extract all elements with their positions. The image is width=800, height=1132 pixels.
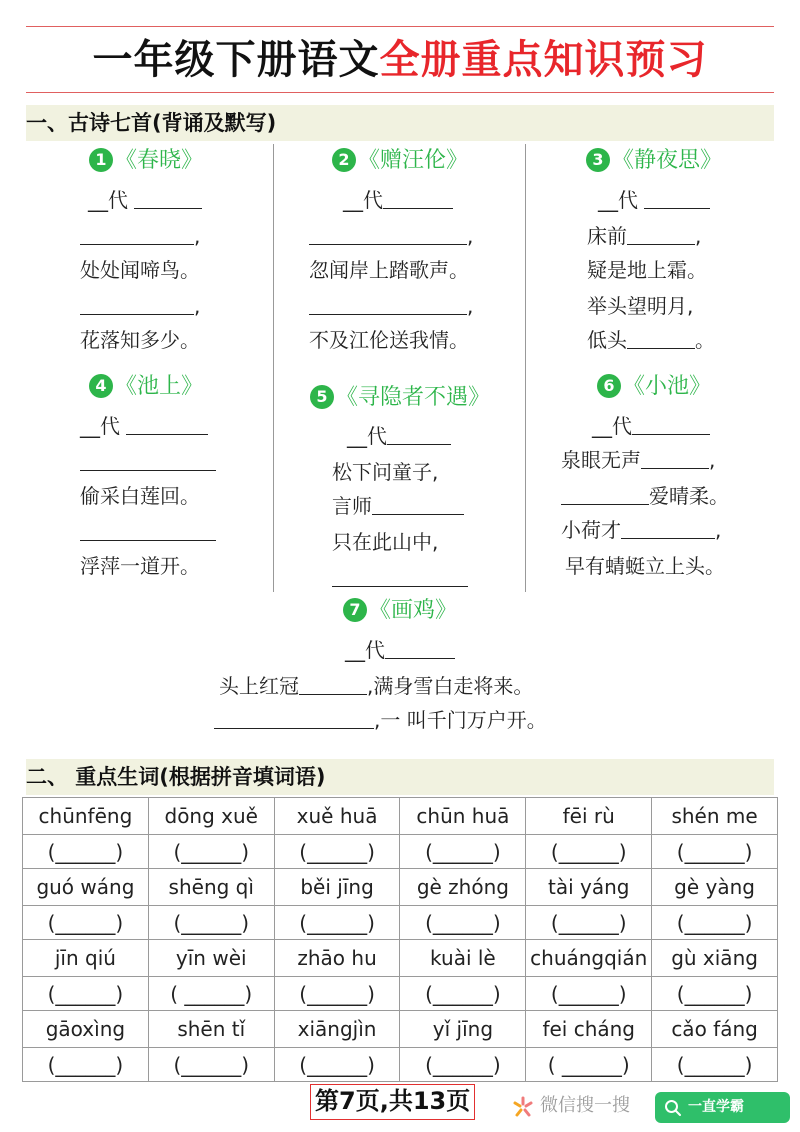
- poem-line: __代: [343, 186, 453, 214]
- poem-line: __代: [592, 412, 710, 440]
- table-row: [23, 798, 778, 835]
- table-row: [23, 835, 778, 869]
- answer-cell[interactable]: (______): [652, 835, 778, 869]
- answer-cell[interactable]: ( ______): [526, 1048, 652, 1082]
- poem-line: 忽闻岸上踏歌声。: [309, 258, 469, 282]
- answer-cell[interactable]: (______): [274, 1048, 400, 1082]
- answer-blank: [627, 225, 695, 245]
- answer-blank: [299, 675, 367, 695]
- poem-line: 举头望明月,: [587, 294, 694, 318]
- table-row: [23, 940, 778, 977]
- poem-line: ,: [80, 222, 200, 250]
- answer-cell[interactable]: (______): [400, 906, 526, 940]
- answer-cell[interactable]: (______): [652, 906, 778, 940]
- poem-line: [80, 448, 216, 476]
- bottom-rule: [26, 92, 774, 93]
- answer-cell[interactable]: (______): [400, 835, 526, 869]
- pinyin-cell: chuángqián: [526, 940, 652, 977]
- answer-cell[interactable]: (______): [400, 977, 526, 1011]
- answer-blank: [80, 521, 216, 541]
- table-row: [23, 1048, 778, 1082]
- table-row: [23, 1011, 778, 1048]
- answer-cell[interactable]: (______): [526, 835, 652, 869]
- answer-blank: [644, 189, 710, 209]
- column-divider: [273, 144, 274, 592]
- poem-title-5: 5 《寻隐者不遇》: [282, 383, 518, 413]
- pinyin-cell: běi jīng: [274, 869, 400, 906]
- answer-cell[interactable]: (______): [526, 977, 652, 1011]
- pinyin-cell: chūnfēng: [23, 798, 149, 835]
- section-heading-poems: 一、古诗七首(背诵及默写): [26, 105, 774, 141]
- pinyin-cell: gù xiāng: [652, 940, 778, 977]
- answer-blank: [561, 485, 649, 505]
- table-row: [23, 869, 778, 906]
- poem-line: ,一 叫千门万户开。: [214, 706, 547, 734]
- answer-blank: [134, 189, 202, 209]
- answer-blank: [126, 415, 208, 435]
- poem-line: __代: [347, 422, 451, 450]
- title-red: 全册重点知识预习: [379, 37, 708, 83]
- poem-line: 处处闻啼鸟。: [80, 258, 200, 282]
- answer-blank: [80, 295, 194, 315]
- answer-cell[interactable]: (______): [148, 906, 274, 940]
- poem-line: 只在此山中,: [332, 530, 439, 554]
- poem-line: 小荷才 ,: [561, 518, 722, 542]
- poem-line: ,: [309, 222, 473, 250]
- poem-line: 不及江伦送我情。: [309, 328, 469, 352]
- poem-title-3: 3 《静夜思》: [534, 146, 774, 176]
- answer-blank: [621, 519, 715, 539]
- pinyin-cell: shén me: [652, 798, 778, 835]
- pinyin-cell: shēng qì: [148, 869, 274, 906]
- poem-title-1: 1 《春晓》: [26, 146, 266, 176]
- number-badge-icon: 1: [89, 148, 113, 172]
- poem-line: __代: [80, 412, 208, 440]
- pinyin-cell: yǐ jīng: [400, 1011, 526, 1048]
- wechat-search-label: 微信搜一搜: [540, 1095, 630, 1116]
- answer-cell[interactable]: (______): [23, 1048, 149, 1082]
- vocabulary-table: [22, 797, 778, 1082]
- answer-cell[interactable]: (______): [400, 1048, 526, 1082]
- poem-title-6: 6 《小池》: [534, 372, 774, 402]
- answer-blank: [627, 329, 695, 349]
- answer-cell[interactable]: (______): [23, 835, 149, 869]
- poem-line: 早有蜻蜓立上头。: [565, 554, 725, 578]
- answer-cell[interactable]: ( ______): [148, 977, 274, 1011]
- poem-line: [80, 518, 216, 546]
- pinyin-cell: fēi rù: [526, 798, 652, 835]
- answer-cell[interactable]: (______): [274, 906, 400, 940]
- answer-blank: [372, 495, 464, 515]
- number-badge-icon: 5: [310, 385, 334, 409]
- search-pill-label: 一直学霸: [688, 1099, 744, 1115]
- poem-line: __代: [345, 636, 455, 664]
- answer-cell[interactable]: (______): [652, 1048, 778, 1082]
- answer-cell[interactable]: (______): [274, 835, 400, 869]
- answer-blank: [641, 449, 709, 469]
- answer-blank: [387, 425, 451, 445]
- poem-line: 低头 。: [587, 328, 715, 352]
- poem-line: 床前 ,: [587, 224, 702, 248]
- pinyin-cell: shēn tǐ: [148, 1011, 274, 1048]
- search-icon: [664, 1099, 682, 1117]
- answer-blank: [80, 225, 194, 245]
- table-row: [23, 977, 778, 1011]
- poem-title-4: 4 《池上》: [26, 372, 266, 402]
- pinyin-cell: yīn wèi: [148, 940, 274, 977]
- poem-line: 爱晴柔。: [561, 482, 729, 510]
- poem-line: ,: [309, 292, 473, 320]
- poem-line: 泉眼无声 ,: [561, 448, 716, 472]
- answer-cell[interactable]: (______): [148, 835, 274, 869]
- pinyin-cell: kuài lè: [400, 940, 526, 977]
- pinyin-cell: xuě huā: [274, 798, 400, 835]
- poem-line: 花落知多少。: [80, 328, 200, 352]
- page-number: 第7页,共13页: [310, 1084, 475, 1120]
- poem-line: 浮萍一道开。: [80, 554, 200, 578]
- answer-blank: [383, 189, 453, 209]
- answer-blank: [80, 451, 216, 471]
- answer-cell[interactable]: (______): [652, 977, 778, 1011]
- poem-line: 言师: [332, 492, 464, 520]
- answer-blank: [632, 415, 710, 435]
- wechat-search-icon: [511, 1095, 535, 1119]
- number-badge-icon: 3: [586, 148, 610, 172]
- pinyin-cell: jīn qiú: [23, 940, 149, 977]
- pinyin-cell: tài yáng: [526, 869, 652, 906]
- pinyin-cell: cǎo fáng: [652, 1011, 778, 1048]
- pinyin-cell: gè yàng: [652, 869, 778, 906]
- pinyin-cell: zhāo hu: [274, 940, 400, 977]
- answer-blank: [332, 567, 468, 587]
- answer-blank: [309, 225, 467, 245]
- poem-line: 疑是地上霜。: [587, 258, 707, 282]
- search-pill-button[interactable]: [655, 1092, 790, 1123]
- section-heading-words: 二、 重点生词(根据拼音填词语): [26, 759, 774, 795]
- number-badge-icon: 4: [89, 374, 113, 398]
- number-badge-icon: 2: [332, 148, 356, 172]
- answer-blank: [385, 639, 455, 659]
- page-title: [0, 34, 800, 86]
- number-badge-icon: 6: [597, 374, 621, 398]
- pinyin-cell: dōng xuě: [148, 798, 274, 835]
- column-divider: [525, 144, 526, 592]
- poem-line: __代: [88, 186, 202, 214]
- pinyin-cell: gāoxìng: [23, 1011, 149, 1048]
- poem-line: [332, 564, 468, 592]
- answer-cell[interactable]: (______): [526, 906, 652, 940]
- answer-blank: [309, 295, 467, 315]
- poem-line: 偷采白莲回。: [80, 484, 200, 508]
- pinyin-cell: chūn huā: [400, 798, 526, 835]
- poem-line: 头上红冠 ,满身雪白走将来。: [219, 674, 534, 698]
- pinyin-cell: gè zhóng: [400, 869, 526, 906]
- answer-cell[interactable]: (______): [23, 906, 149, 940]
- title-black: 一年级下册语文: [92, 37, 380, 83]
- answer-cell[interactable]: (______): [274, 977, 400, 1011]
- answer-blank: [214, 709, 374, 729]
- poem-line: __代: [598, 186, 710, 214]
- pinyin-cell: fei cháng: [526, 1011, 652, 1048]
- top-rule: [26, 26, 774, 27]
- poem-title-7: 7 《画鸡》: [270, 596, 530, 626]
- number-badge-icon: 7: [343, 598, 367, 622]
- poem-line: 松下问童子,: [332, 460, 439, 484]
- answer-cell[interactable]: (______): [148, 1048, 274, 1082]
- answer-cell[interactable]: (______): [23, 977, 149, 1011]
- poem-title-2: 2 《赠汪伦》: [282, 146, 518, 176]
- pinyin-cell: xiāngjìn: [274, 1011, 400, 1048]
- pinyin-cell: guó wáng: [23, 869, 149, 906]
- poem-line: ,: [80, 292, 200, 320]
- table-row: [23, 906, 778, 940]
